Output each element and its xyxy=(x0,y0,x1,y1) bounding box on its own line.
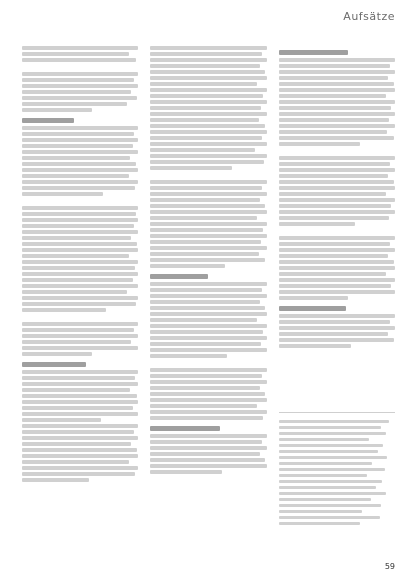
heading xyxy=(279,306,346,311)
column-2 xyxy=(150,44,266,564)
column-3 xyxy=(279,44,395,564)
footnotes xyxy=(279,412,395,528)
column-1 xyxy=(22,44,138,564)
heading xyxy=(22,118,74,123)
heading xyxy=(150,426,220,431)
page-header xyxy=(0,0,413,36)
heading xyxy=(279,50,349,55)
section-label: Aufsätze xyxy=(343,10,395,23)
heading xyxy=(150,274,208,279)
text-columns xyxy=(22,44,395,564)
heading xyxy=(22,362,86,367)
page-number: 59 xyxy=(384,562,395,571)
